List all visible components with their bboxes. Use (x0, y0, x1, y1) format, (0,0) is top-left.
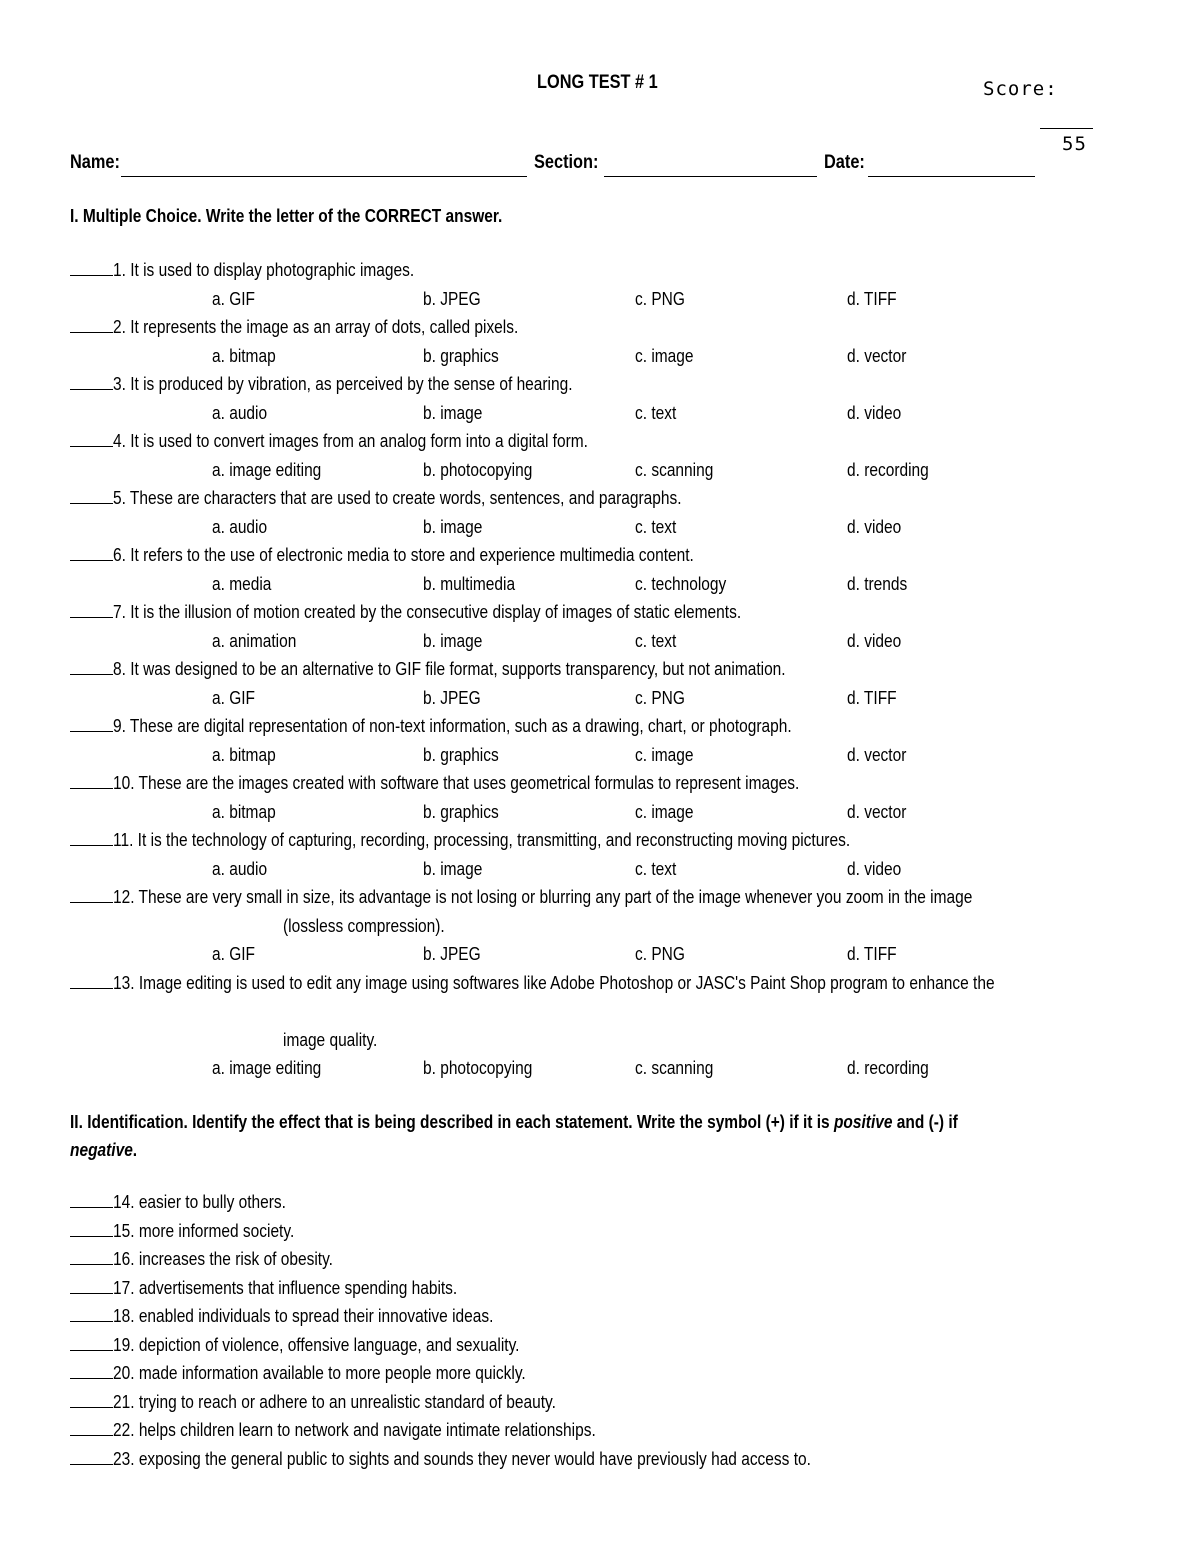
option-c: c. image (635, 744, 694, 765)
option-a: a. bitmap (212, 744, 276, 765)
answer-blank[interactable] (70, 1363, 113, 1379)
option-b: b. photocopying (423, 1058, 533, 1078)
name-label: Name: (70, 152, 120, 173)
item-text: 20. made information available to more people more quickly. (113, 1363, 526, 1383)
identification-item-17 (70, 1278, 520, 1299)
item-text: 22. helps children learn to network and navigate intimate relationships. (113, 1420, 596, 1440)
identification-item-22 (70, 1420, 681, 1441)
option-b: b. graphics (423, 744, 499, 765)
part2-heading-line2 (70, 1140, 137, 1161)
question-text: 3. It is produced by vibration, as perceived by the sense of hearing. (113, 374, 573, 394)
question-text: 13. Image editing is used to edit any image using softwares like Adobe Photoshop or JASC's Paint Shop program to enhance the (113, 972, 995, 993)
item-text: 15. more informed society. (113, 1220, 295, 1241)
score-total: 55 (1062, 133, 1087, 155)
answer-blank[interactable] (70, 260, 113, 276)
option-d: d. video (847, 630, 902, 651)
identification-item-21 (70, 1392, 635, 1413)
option-c: c. PNG (635, 944, 685, 964)
answer-blank[interactable] (70, 773, 113, 789)
answer-blank[interactable] (70, 431, 113, 447)
option-c: c. PNG (635, 288, 685, 309)
part2-heading (70, 1112, 958, 1133)
question-2 (70, 317, 591, 338)
item-text: 18. enabled individuals to spread their innovative ideas. (113, 1306, 494, 1326)
question-text: 1. It is used to display photographic images. (113, 260, 415, 280)
question-3 (70, 374, 654, 395)
option-c: c. image (635, 801, 694, 822)
option-d: d. TIFF (847, 944, 897, 964)
identification-item-20 (70, 1363, 600, 1384)
question-text: 4. It is used to convert images from an analog form into a digital form. (113, 431, 588, 451)
identification-item-16 (70, 1249, 376, 1270)
option-c: c. image (635, 345, 694, 366)
question-text: 9. These are digital representation of non-text information, such as a drawing, chart, or photograph. (113, 716, 792, 736)
option-d: d. vector (847, 345, 907, 366)
date-label: Date: (824, 152, 865, 173)
question-text: 8. It was designed to be an alternative to GIF file format, supports transparency, but not animation. (113, 659, 786, 679)
option-c: c. text (635, 402, 677, 423)
option-d: d. video (847, 516, 902, 537)
identification-item-15 (70, 1221, 331, 1242)
question-7 (70, 602, 850, 623)
answer-blank[interactable] (70, 973, 113, 989)
page-title: LONG TEST # 1 (537, 72, 658, 93)
date-blank-line[interactable] (868, 176, 1035, 177)
answer-blank[interactable] (70, 716, 113, 732)
part2-heading-positive: positive (833, 1112, 893, 1132)
score-label: Score: (983, 78, 1058, 100)
item-text: 19. depiction of violence, offensive language, and sexuality. (113, 1334, 520, 1355)
option-c: c. text (635, 516, 677, 537)
part2-heading-text-c: . (132, 1140, 138, 1160)
option-b: b. image (423, 402, 483, 423)
option-a: a. image editing (212, 459, 322, 480)
option-a: a. animation (212, 630, 297, 651)
option-c: c. scanning (635, 459, 714, 480)
section-label: Section: (534, 152, 599, 173)
question-12 (70, 887, 1119, 908)
option-d: d. TIFF (847, 288, 897, 309)
option-a: a. bitmap (212, 801, 276, 822)
answer-blank[interactable] (70, 374, 113, 390)
identification-item-23 (70, 1449, 932, 1470)
question-8 (70, 659, 902, 680)
answer-blank[interactable] (70, 1306, 113, 1322)
option-b: b. graphics (423, 345, 499, 366)
option-c: c. text (635, 858, 677, 879)
option-c: c. scanning (635, 1058, 714, 1078)
option-b: b. JPEG (423, 687, 481, 708)
part2-heading-negative: negative (70, 1140, 133, 1160)
identification-item-18 (70, 1306, 562, 1327)
answer-blank[interactable] (70, 1249, 113, 1265)
option-d: d. video (847, 402, 902, 423)
option-b: b. image (423, 516, 483, 537)
option-a: a. GIF (212, 944, 256, 964)
option-d: d. vector (847, 801, 907, 822)
option-a: a. image editing (212, 1058, 322, 1078)
answer-blank[interactable] (70, 1449, 113, 1465)
name-blank-line[interactable] (121, 176, 527, 177)
question-text: 2. It represents the image as an array of dots, called pixels. (113, 317, 519, 337)
identification-item-14 (70, 1192, 321, 1213)
question-continuation: (lossless compression). (283, 915, 445, 936)
option-a: a. bitmap (212, 345, 276, 366)
option-a: a. GIF (212, 687, 256, 708)
answer-blank[interactable] (70, 602, 113, 618)
question-continuation: image quality. (283, 1029, 378, 1050)
item-text: 14. easier to bully others. (113, 1192, 286, 1212)
option-d: d. recording (847, 459, 929, 480)
part2-heading-text-b: and (-) if (892, 1112, 958, 1132)
option-b: b. JPEG (423, 288, 481, 309)
part2-heading-text-a: II. Identification. Identify the effect that is being described in each statement. Write the symbol (+) if it is (70, 1112, 834, 1132)
item-text: 23. exposing the general public to sights and sounds they never would have previously had access to. (113, 1448, 811, 1469)
score-blank-line[interactable] (1040, 128, 1093, 129)
option-d: d. trends (847, 573, 908, 594)
answer-blank[interactable] (70, 1221, 113, 1237)
option-a: a. audio (212, 402, 268, 423)
question-5 (70, 488, 781, 509)
option-c: c. PNG (635, 687, 685, 708)
answer-blank[interactable] (70, 887, 113, 903)
question-10 (70, 773, 918, 794)
option-a: a. media (212, 573, 272, 594)
option-c: c. text (635, 630, 677, 651)
question-text: 5. These are characters that are used to create words, sentences, and paragraphs. (113, 488, 682, 508)
question-4 (70, 431, 672, 452)
question-6 (70, 545, 795, 566)
option-c: c. technology (635, 573, 727, 594)
question-1 (70, 260, 470, 281)
option-b: b. graphics (423, 801, 499, 822)
answer-blank[interactable] (70, 1392, 113, 1408)
item-text: 17. advertisements that influence spending habits. (113, 1277, 458, 1298)
part1-heading: I. Multiple Choice. Write the letter of the CORRECT answer. (70, 206, 503, 226)
answer-blank[interactable] (70, 317, 113, 333)
option-a: a. audio (212, 858, 268, 879)
question-11 (70, 830, 977, 851)
question-text: 12. These are very small in size, its advantage is not losing or blurring any part of the image whenever you zoom in the image (113, 887, 973, 907)
option-b: b. image (423, 858, 483, 879)
item-text: 21. trying to reach or adhere to an unrealistic standard of beauty. (113, 1391, 556, 1412)
option-b: b. photocopying (423, 459, 533, 480)
answer-blank[interactable] (70, 659, 113, 675)
option-b: b. image (423, 630, 483, 651)
answer-blank[interactable] (70, 1192, 113, 1208)
answer-blank[interactable] (70, 488, 113, 504)
option-a: a. audio (212, 516, 268, 537)
question-text: 11. It is the technology of capturing, recording, processing, transmitting, and reconstructing moving pictures. (113, 830, 851, 850)
answer-blank[interactable] (70, 1278, 113, 1294)
option-a: a. GIF (212, 288, 256, 309)
option-d: d. video (847, 858, 902, 879)
question-13 (70, 973, 1145, 994)
answer-blank[interactable] (70, 830, 113, 846)
answer-blank[interactable] (70, 1420, 113, 1436)
option-b: b. JPEG (423, 944, 481, 964)
option-b: b. multimedia (423, 573, 516, 594)
answer-blank[interactable] (70, 1335, 113, 1351)
question-text: 6. It refers to the use of electronic media to store and experience multimedia content. (113, 545, 694, 565)
identification-item-19 (70, 1335, 593, 1356)
question-text: 10. These are the images created with software that uses geometrical formulas to represent images. (113, 773, 800, 793)
item-text: 16. increases the risk of obesity. (113, 1249, 333, 1269)
option-d: d. vector (847, 744, 907, 765)
question-text: 7. It is the illusion of motion created by the consecutive display of images of static elements. (113, 602, 742, 622)
question-9 (70, 716, 909, 737)
option-d: d. TIFF (847, 687, 897, 708)
answer-blank[interactable] (70, 545, 113, 561)
section-blank-line[interactable] (604, 176, 817, 177)
option-d: d. recording (847, 1058, 929, 1078)
